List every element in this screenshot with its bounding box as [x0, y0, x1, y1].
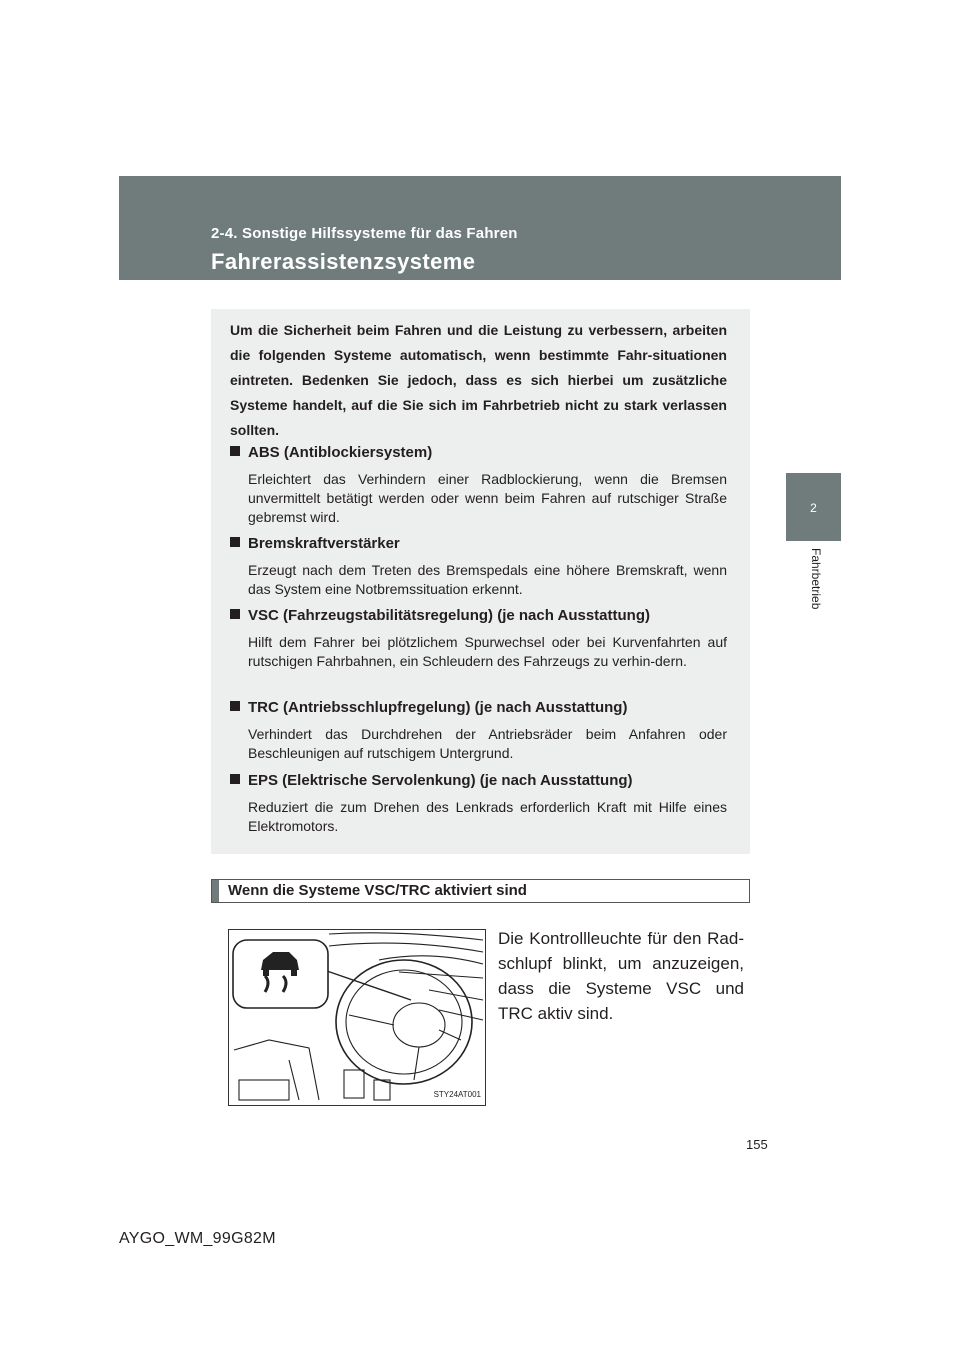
- heading-marker: [212, 880, 219, 902]
- figure-code: STY24AT001: [433, 1090, 481, 1099]
- item-heading: TRC (Antriebsschlupfregelung) (je nach Ausstattung): [230, 698, 727, 718]
- item-text: Reduziert die zum Drehen des Lenkrads erforderlich Kraft mit Hilfe eines Elektromotors.: [248, 799, 727, 834]
- square-bullet-icon: [230, 701, 240, 711]
- subsection-heading-bar: [211, 879, 750, 903]
- item-heading: VSC (Fahrzeugstabilitätsregelung) (je nach Ausstattung): [230, 606, 727, 626]
- item-text: Verhindert das Durchdrehen der Antriebsräder beim Anfahren oder Beschleunigen auf rutschigem Untergrund.: [248, 726, 727, 761]
- dashboard-drawing: [229, 930, 485, 1105]
- list-item-eps: [230, 771, 727, 836]
- chapter-label: Fahrbetrieb: [809, 548, 823, 610]
- list-item-vsc: [230, 606, 727, 671]
- item-text: Erleichtert das Verhindern einer Radblockierung, wenn die Bremsen unvermittelt betätigt werden oder wenn beim Fahren auf rutschiger Straße gebremst wird.: [248, 471, 727, 525]
- subsection-heading: Wenn die Systeme VSC/TRC aktiviert sind: [228, 882, 527, 899]
- intro-text: Um die Sicherheit beim Fahren und die Leistung zu verbessern, arbeiten die folgenden Systeme automatisch, wenn bestimmte Fahr-situationen eintreten. Bedenken Sie jedoch, dass es sich hierbei um zusätzliche Systeme handelt, auf die Sie sich im Fahrbetrieb nicht zu stark verlassen sollten.: [230, 322, 727, 438]
- item-heading: ABS (Antiblockiersystem): [230, 443, 727, 463]
- item-heading: EPS (Elektrische Servolenkung) (je nach Ausstattung): [230, 771, 727, 791]
- section-title: 2-4. Sonstige Hilfssysteme für das Fahren: [211, 225, 518, 242]
- page-title: Fahrerassistenzsysteme: [211, 249, 476, 274]
- square-bullet-icon: [230, 774, 240, 784]
- subsection-text: Die Kontrollleuchte für den Rad-schlupf blinkt, um anzuzeigen, dass die Systeme VSC und TRC aktiv sind.: [498, 929, 744, 1023]
- item-text: Erzeugt nach dem Treten des Bremspedals eine höhere Bremskraft, wenn das System eine Notbremssituation erkennt.: [248, 562, 727, 597]
- square-bullet-icon: [230, 609, 240, 619]
- document-code: AYGO_WM_99G82M: [119, 1230, 276, 1247]
- item-text: Hilft dem Fahrer bei plötzlichem Spurwechsel oder bei Kurvenfahrten auf rutschigen Fahrbahnen, ein Schleudern des Fahrzeugs zu verhin-dern.: [248, 634, 727, 669]
- chapter-tab[interactable]: [786, 473, 841, 541]
- page-number: 155: [746, 1137, 768, 1152]
- item-heading: Bremskraftverstärker: [230, 534, 727, 554]
- list-item-brake-assist: [230, 534, 727, 599]
- info-box: [211, 309, 750, 854]
- list-item-abs: [230, 443, 727, 527]
- list-item-trc: [230, 698, 727, 763]
- square-bullet-icon: [230, 446, 240, 456]
- chapter-number: 2: [810, 501, 817, 515]
- square-bullet-icon: [230, 537, 240, 547]
- dashboard-illustration: [228, 929, 486, 1106]
